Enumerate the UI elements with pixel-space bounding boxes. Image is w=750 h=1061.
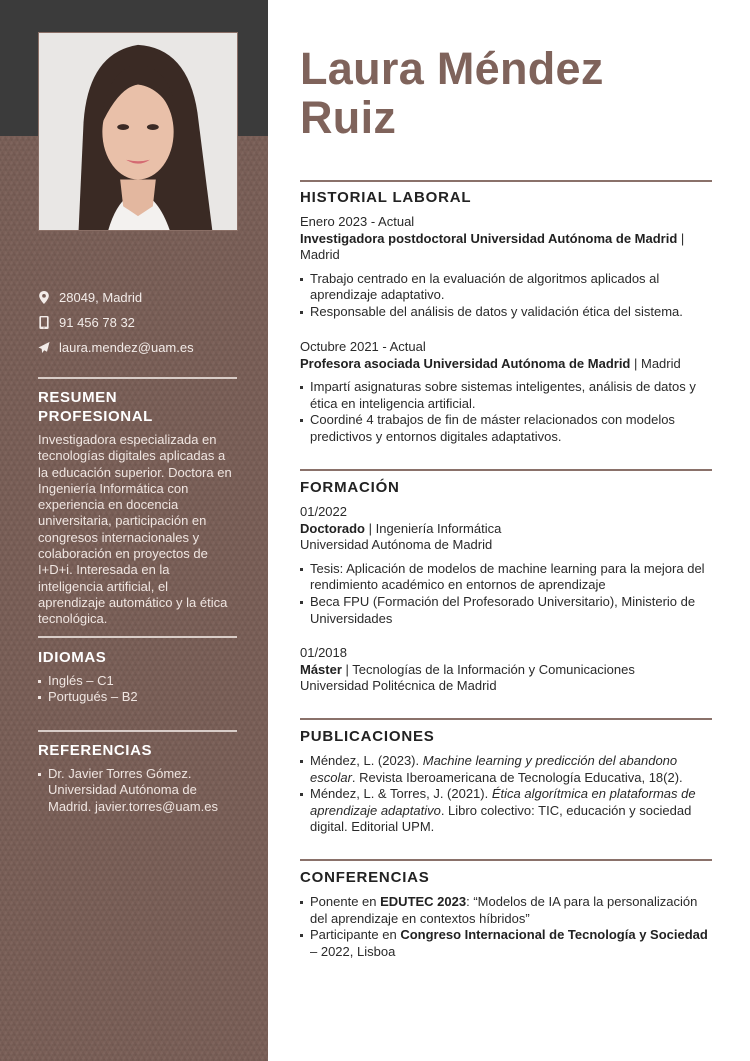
- education-entry: [300, 645, 715, 695]
- education-school: Universidad Autónoma de Madrid: [300, 537, 493, 553]
- bullet-item: Responsable del análisis de datos y validación ética del sistema.: [300, 304, 715, 321]
- education-school: Universidad Politécnica de Madrid: [300, 678, 497, 694]
- education-entry: [300, 504, 715, 627]
- candidate-name: Laura Méndez Ruiz: [300, 43, 604, 143]
- portrait-image: [39, 33, 237, 230]
- conferences-list: [300, 894, 715, 960]
- summary-heading: RESUMEN PROFESIONAL: [38, 389, 153, 425]
- map-pin-icon: [38, 291, 50, 305]
- section-divider: [300, 469, 712, 471]
- education-date: 01/2022: [300, 504, 347, 519]
- education-degree-line: Máster | Tecnologías de la Información y Comunicaciones: [300, 661, 635, 677]
- languages-list: [38, 673, 238, 706]
- job-location: Madrid: [641, 355, 681, 371]
- section-divider: [300, 180, 712, 182]
- job-dates: Enero 2023 - Actual: [300, 214, 415, 229]
- contact-email: [38, 335, 238, 360]
- job-role: Investigadora postdoctoral Universidad Autónoma de Madrid: [300, 230, 678, 246]
- phone-icon: [38, 316, 50, 330]
- job-dates: Octubre 2021 - Actual: [300, 339, 426, 354]
- reference-item: Dr. Javier Torres Gómez. Universidad Autónoma de Madrid. javier.torres@uam.es: [38, 766, 238, 815]
- sidebar-divider: [38, 636, 237, 638]
- job-bullets: [300, 271, 715, 321]
- email-link[interactable]: laura.mendez@uam.es: [59, 340, 194, 355]
- references-heading: REFERENCIAS: [38, 742, 153, 759]
- contact-info: [38, 285, 238, 360]
- work-heading: HISTORIAL LABORAL: [300, 189, 472, 206]
- conferences-block: [300, 887, 715, 960]
- bullet-item: Coordiné 4 trabajos de fin de máster relacionados con modelos predictivos y entornos digitales adaptativos.: [300, 412, 715, 445]
- job-title-line: Profesora asociada Universidad Autónoma de Madrid | Madrid: [300, 355, 681, 371]
- publication-item: Méndez, L. & Torres, J. (2021). Ética algorítmica en plataformas de aprendizaje adaptativo. Libro colectivo: TIC, educación y sociedad digital. Editorial UPM.: [300, 786, 715, 836]
- sidebar-divider: [38, 377, 237, 379]
- publications-list: [300, 753, 715, 836]
- language-item: Inglés – C1: [38, 673, 238, 689]
- language-item: Portugués – B2: [38, 689, 238, 705]
- publication-item: Méndez, L. (2023). Machine learning y predicción del abandono escolar. Revista Iberoamericana de Tecnología Educativa, 18(2).: [300, 753, 715, 786]
- references-list: [38, 766, 238, 815]
- contact-location: [38, 285, 238, 310]
- education-bullets: [300, 561, 715, 627]
- languages-heading: IDIOMAS: [38, 649, 107, 666]
- section-divider: [300, 859, 712, 861]
- job-title-line: Investigadora postdoctoral Universidad Autónoma de Madrid | Madrid: [300, 230, 685, 263]
- education-heading: FORMACIÓN: [300, 479, 400, 496]
- education-date: 01/2018: [300, 645, 347, 660]
- bullet-item: Impartí asignaturas sobre sistemas inteligentes, análisis de datos y ética en inteligencia artificial.: [300, 379, 715, 412]
- publications-block: [300, 746, 715, 836]
- education-degree-line: Doctorado | Ingeniería Informática: [300, 520, 502, 536]
- job-entry: [300, 214, 715, 321]
- job-location: Madrid: [300, 247, 340, 263]
- job-role: Profesora asociada Universidad Autónoma de Madrid: [300, 355, 631, 371]
- phone-text[interactable]: 91 456 78 32: [59, 315, 135, 330]
- summary-text: Investigadora especializada en tecnologías digitales aplicadas a la educación superior. Doctora en Ingeniería Informática con experiencia en docencia universitaria, participación en congresos internacionales y colaboración en proyectos de I+D+i. Interesada en la inteligencia artificial, el aprendizaje automático y la ética tecnológica.: [38, 432, 232, 627]
- conferences-heading: CONFERENCIAS: [300, 869, 430, 886]
- conference-item: Ponente en EDUTEC 2023: “Modelos de IA para la personalización del aprendizaje en contextos híbridos”: [300, 894, 715, 927]
- job-entry: [300, 339, 715, 446]
- bullet-item: Beca FPU (Formación del Profesorado Universitario), Ministerio de Universidades: [300, 594, 715, 627]
- contact-phone: [38, 310, 238, 335]
- sidebar-divider: [38, 730, 237, 732]
- location-text: 28049, Madrid: [59, 290, 143, 305]
- conference-item: Participante en Congreso Internacional de Tecnología y Sociedad – 2022, Lisboa: [300, 927, 715, 960]
- publications-heading: PUBLICACIONES: [300, 728, 435, 745]
- bullet-item: Tesis: Aplicación de modelos de machine learning para la mejora del rendimiento académico en entornos de aprendizaje: [300, 561, 715, 594]
- paper-plane-icon: [38, 341, 50, 355]
- section-divider: [300, 718, 712, 720]
- profile-photo: [38, 32, 238, 231]
- bullet-item: Trabajo centrado en la evaluación de algoritmos aplicados al aprendizaje adaptativo.: [300, 271, 715, 304]
- job-bullets: [300, 379, 715, 445]
